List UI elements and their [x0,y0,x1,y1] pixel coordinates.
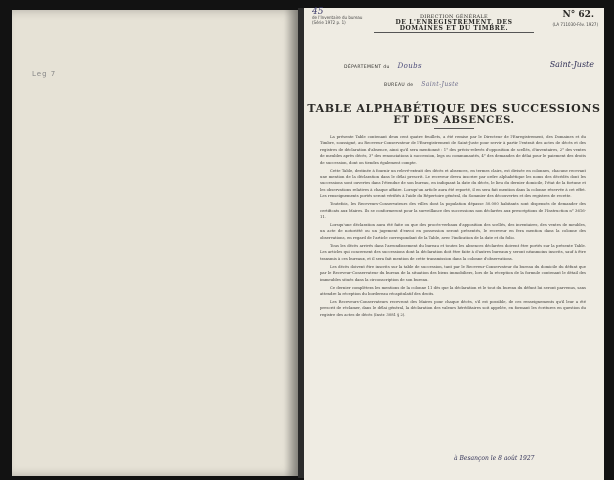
paragraph: Tous les décès arrivés dans l'arrondissement du bureau et toutes les absences déclarées doivent être portés sur la présente Table. Les articles qui concernent des successions dont la déclaration doit être faite à d'autres bureaux y seront néanmoins inscrits, sauf à être transmis à ces bureaux, et il sera fait mention de cette transmission dans la colonne d'observations. [320,242,586,261]
right-page [304,8,604,480]
inventory-line2: (Série 1972 p. 1) [312,20,346,25]
department-label: DÉPARTEMENT du [344,65,390,70]
department-value: Doubs [397,62,423,70]
title-rule [434,128,474,129]
bureau-value: Saint-Juste [421,81,459,88]
form-number: N° 62. [562,10,594,20]
paragraph: Toutefois, les Receveurs-Conservateurs des villes dont la population dépasse 50.000 habitants sont dispensés de demander des certificats aux Maires. Ils se conformeront pour la surveillance des successions non déclarées aux prescriptions de l'Instruction n° 3616-11. [320,201,586,220]
form-reference: (LA 711030-Fév. 1927) [552,22,598,27]
footer-year: 1927 [519,455,535,462]
bureau-row [384,81,459,88]
page-shadow [284,10,298,476]
header-line1: DIRECTION GÉNÉRALE [419,14,488,20]
inventory-line1: de l'Inventaire du bureau [312,15,363,20]
footer-date: le 8 août [490,455,518,462]
header-rule [374,32,534,33]
body-text [320,134,586,320]
footer-place: à Besançon [454,455,489,462]
bureau-label: BUREAU de [384,83,414,88]
paragraph: Cette Table, destinée à fournir un relevé-extrait des décès et absences, en termes clairs, est divisée en colonnes, chacune recevant une mention de la déclaration dans le délai prescrit. Le receveur devra inscrire par ordre alphabétique les noms des décédés dont les successions sont ouvertes dans l'étendue de son bureau, en indiquant la date du décès, le lieu du dernier domicile, l'état de la fortune et les observations relatives à chaque affaire. Lorsqu'un article aura été reporté, il en sera fait mention dans la colonne réservée à cet effet. Les renseignements portés seront vérifiés à l'aide du Répertoire général, du Sommier des découvertes et des registres de recette. [320,167,586,199]
department-handwritten: Saint-Juste [549,60,594,69]
inventory-number: 45 [312,7,324,17]
header-line2: DE L'ENREGISTREMENT, DES DOMAINES ET DU TIMBRE. [395,19,513,32]
left-page-margin-note: Leg 7 [32,70,57,78]
document-subtitle: ET DES ABSENCES. [393,115,515,126]
header-block [374,14,534,32]
footer-signature-line [454,455,535,462]
department-row [344,62,422,70]
paragraph: Les décès doivent être inscrits sur la table de succession, tant par le Receveur-Conservateur du bureau du domicile du défunt que par le Receveur-Conservateur du bureau de la situation des biens immobiliers, lors de la réception de la formule contenant le détail des immeubles situés dans la circonscription de son bureau. [320,263,586,282]
document-title: TABLE ALPHABÉTIQUE DES SUCCESSIONS [307,102,601,115]
paragraph: Lorsqu'une déclaration aura été faite ou que des procès-verbaux d'apposition des scellés, des inventaires, des ventes de meubles, un acte de notoriété ou un jugement d'envoi en possession seront présentés, le receveur en fera mention dans la colonne des observations, en regard de l'article correspondant de la Table, avec l'indication de la date et du folio. [320,222,586,240]
paragraph: Les Receveurs-Conservateurs recevront des Maires pour chaque décès, s'il est possible, de ces renseignements qu'il leur a été prescrit de réclamer, dans le délai général, la déclaration des valeurs héréditaires soit appelée, en formant les écritures en question du registre des actes de décès (Instr. 3081 § 2). [320,298,586,317]
left-page [12,10,298,476]
paragraph: La présente Table contenant deux cent quatre feuillets, a été remise par le Directeur de l'Enregistrement, des Domaines et du Timbre, soussigné, au Receveur-Conservateur de l'Enregistrement de Saint-Juste pour servir à partir l'extrait des actes de décès et des registres de déclaration d'absence, ainsi qu'il sera mentionné : 1° des précis-relevés d'opposition de scellés, d'inventaires, 2° des ventes de meubles après décès, 3° des renonciations à succession, legs ou communautés, 4° des demandes de délai pour le paiement des droits de succession, dont on tiendra également compte. [320,134,586,165]
inventory-stamp [312,7,382,25]
paragraph: Ce dernier complétera les mentions de la colonne 11 dès que la déclaration et le tout du bureau du défunt lui seront parvenus, sans attendre la réception du bordereau récapitulatif des droits. [320,284,586,296]
